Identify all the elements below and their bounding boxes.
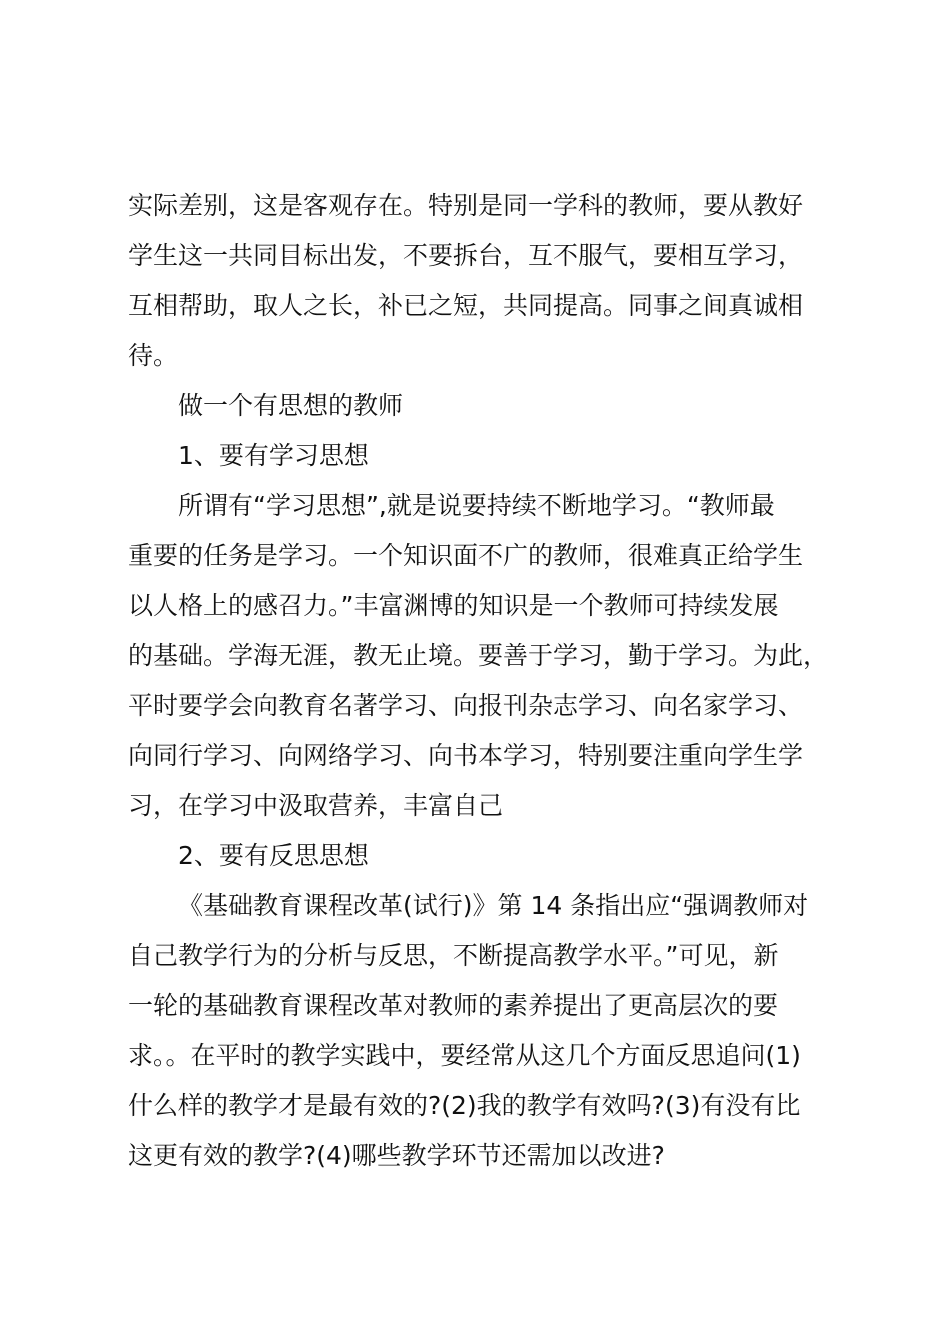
section-heading: 做一个有思想的教师 [178, 391, 404, 420]
text-line: 这更有效的教学?(4)哪些教学环节还需加以改进? [128, 1141, 665, 1170]
text-line: 平时要学会向教育名著学习、向报刊杂志学习、向名家学习、 [128, 691, 804, 720]
document-body [128, 181, 840, 1181]
text-line: 一轮的基础教育课程改革对教师的素养提出了更高层次的要 [128, 991, 779, 1020]
text-line: 重要的任务是学习。一个知识面不广的教师，很难真正给学生 [128, 541, 804, 570]
text-line: 待。 [128, 341, 179, 370]
text-line: 自己教学行为的分析与反思，不断提高教学水平。”可见，新 [128, 941, 779, 970]
text-line: 互相帮助，取人之长，补已之短，共同提高。同事之间真诚相 [128, 291, 804, 320]
text-line: 的基础。学海无涯，教无止境。要善于学习，勤于学习。为此， [128, 641, 829, 670]
text-line: 实际差别，这是客观存在。特别是同一学科的教师，要从教好 [128, 191, 804, 220]
text-line: 以人格上的感召力。”丰富渊博的知识是一个教师可持续发展 [128, 591, 779, 620]
subsection-heading: 1、要有学习思想 [178, 441, 369, 470]
subsection-heading: 2、要有反思思想 [178, 841, 369, 870]
text-line: 习，在学习中汲取营养，丰富自己 [128, 791, 504, 820]
text-line: 《基础教育课程改革(试行)》第 14 条指出应“强调教师对 [178, 891, 809, 920]
text-line: 什么样的教学才是最有效的?(2)我的教学有效吗?(3)有没有比 [128, 1091, 801, 1120]
text-line: 所谓有“学习思想”,就是说要持续不断地学习。“教师最 [178, 491, 775, 520]
text-line: 向同行学习、向网络学习、向书本学习，特别要注重向学生学 [128, 741, 804, 770]
text-line: 求。。在平时的教学实践中，要经常从这几个方面反思追问(1) [128, 1041, 801, 1070]
text-line: 学生这一共同目标出发，不要拆台，互不服气，要相互学习， [128, 241, 804, 270]
